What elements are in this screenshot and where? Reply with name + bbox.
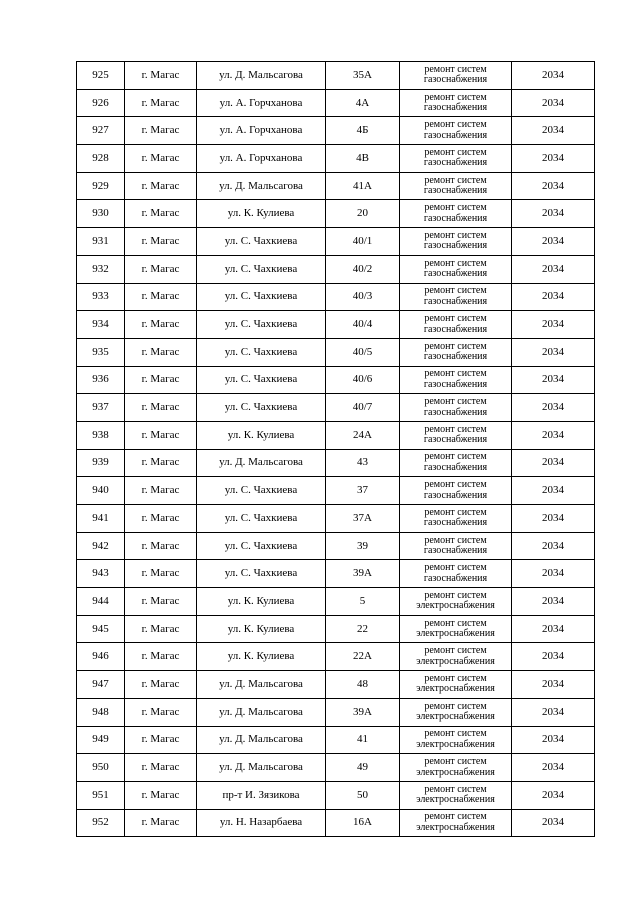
work-type-cell <box>400 560 512 588</box>
table-row <box>77 809 595 837</box>
house-number-cell: 22 <box>326 615 400 643</box>
row-number-cell: 947 <box>77 671 125 699</box>
work-type-line: ремонт систем <box>424 589 487 601</box>
house-number-cell: 43 <box>326 449 400 477</box>
work-type-line: ремонт систем <box>424 700 487 712</box>
table-row <box>77 62 595 90</box>
year-cell: 2034 <box>512 505 595 533</box>
work-type-line: газоснабжения <box>423 378 488 390</box>
year-cell: 2034 <box>512 615 595 643</box>
table-row <box>77 781 595 809</box>
table-row <box>77 145 595 173</box>
city-cell: г. Магас <box>125 781 197 809</box>
house-number-cell: 20 <box>326 200 400 228</box>
city-cell: г. Магас <box>125 283 197 311</box>
house-number-cell: 39А <box>326 698 400 726</box>
row-number-cell: 951 <box>77 781 125 809</box>
city-cell: г. Магас <box>125 172 197 200</box>
work-type-line: ремонт систем <box>424 229 487 241</box>
city-cell: г. Магас <box>125 477 197 505</box>
city-cell: г. Магас <box>125 532 197 560</box>
work-type-line: электроснабжения <box>416 738 495 750</box>
table-row <box>77 255 595 283</box>
year-cell: 2034 <box>512 781 595 809</box>
work-type-cell <box>400 449 512 477</box>
work-type-line: газоснабжения <box>423 434 488 446</box>
house-number-cell: 4В <box>326 145 400 173</box>
repair-schedule-table <box>76 61 595 837</box>
work-type-cell <box>400 200 512 228</box>
city-cell: г. Магас <box>125 449 197 477</box>
table-row <box>77 228 595 256</box>
table-row <box>77 200 595 228</box>
work-type-line: газоснабжения <box>423 351 488 363</box>
city-cell: г. Магас <box>125 311 197 339</box>
city-cell: г. Магас <box>125 726 197 754</box>
work-type-line: ремонт систем <box>424 285 487 297</box>
work-type-cell <box>400 615 512 643</box>
house-number-cell: 37А <box>326 505 400 533</box>
work-type-line: газоснабжения <box>423 212 488 224</box>
house-number-cell: 39 <box>326 532 400 560</box>
row-number-cell: 950 <box>77 754 125 782</box>
work-type-line: газоснабжения <box>423 74 488 86</box>
year-cell: 2034 <box>512 311 595 339</box>
table-row <box>77 421 595 449</box>
house-number-cell: 40/3 <box>326 283 400 311</box>
city-cell: г. Магас <box>125 200 197 228</box>
street-cell: ул. К. Кулиева <box>197 643 326 671</box>
street-cell: ул. Д. Мальсагова <box>197 698 326 726</box>
work-type-line: электроснабжения <box>416 766 495 778</box>
work-type-line: ремонт систем <box>424 617 487 629</box>
work-type-cell <box>400 117 512 145</box>
work-type-line: газоснабжения <box>423 406 488 418</box>
table-row <box>77 394 595 422</box>
city-cell: г. Магас <box>125 588 197 616</box>
city-cell: г. Магас <box>125 671 197 699</box>
year-cell: 2034 <box>512 89 595 117</box>
house-number-cell: 22А <box>326 643 400 671</box>
street-cell: ул. А. Горчханова <box>197 117 326 145</box>
table-row <box>77 615 595 643</box>
street-cell: ул. С. Чахкиева <box>197 366 326 394</box>
work-type-cell <box>400 477 512 505</box>
house-number-cell: 40/7 <box>326 394 400 422</box>
table-row <box>77 588 595 616</box>
street-cell: ул. Д. Мальсагова <box>197 449 326 477</box>
work-type-line: ремонт систем <box>424 340 487 352</box>
work-type-cell <box>400 671 512 699</box>
work-type-line: газоснабжения <box>423 517 488 529</box>
table-row <box>77 560 595 588</box>
table-row <box>77 117 595 145</box>
row-number-cell: 930 <box>77 200 125 228</box>
year-cell: 2034 <box>512 394 595 422</box>
year-cell: 2034 <box>512 532 595 560</box>
work-type-line: ремонт систем <box>424 396 487 408</box>
house-number-cell: 40/2 <box>326 255 400 283</box>
house-number-cell: 40/6 <box>326 366 400 394</box>
work-type-cell <box>400 588 512 616</box>
year-cell: 2034 <box>512 588 595 616</box>
work-type-line: ремонт систем <box>424 202 487 214</box>
house-number-cell: 24А <box>326 421 400 449</box>
street-cell: ул. Н. Назарбаева <box>197 809 326 837</box>
work-type-cell <box>400 311 512 339</box>
work-type-line: ремонт систем <box>424 91 487 103</box>
year-cell: 2034 <box>512 172 595 200</box>
work-type-line: газоснабжения <box>423 461 488 473</box>
city-cell: г. Магас <box>125 62 197 90</box>
work-type-line: электроснабжения <box>416 683 495 695</box>
work-type-line: ремонт систем <box>424 811 487 823</box>
work-type-cell <box>400 228 512 256</box>
work-type-cell <box>400 366 512 394</box>
year-cell: 2034 <box>512 338 595 366</box>
city-cell: г. Магас <box>125 89 197 117</box>
city-cell: г. Магас <box>125 643 197 671</box>
city-cell: г. Магас <box>125 421 197 449</box>
year-cell: 2034 <box>512 754 595 782</box>
house-number-cell: 4А <box>326 89 400 117</box>
street-cell: ул. Д. Мальсагова <box>197 754 326 782</box>
work-type-line: ремонт систем <box>424 368 487 380</box>
work-type-line: газоснабжения <box>423 240 488 252</box>
city-cell: г. Магас <box>125 809 197 837</box>
work-type-line: ремонт систем <box>424 534 487 546</box>
year-cell: 2034 <box>512 145 595 173</box>
work-type-line: газоснабжения <box>423 545 488 557</box>
street-cell: ул. А. Горчханова <box>197 89 326 117</box>
work-type-line: ремонт систем <box>424 423 487 435</box>
year-cell: 2034 <box>512 117 595 145</box>
work-type-cell <box>400 62 512 90</box>
table-row <box>77 754 595 782</box>
work-type-line: ремонт систем <box>424 672 487 684</box>
street-cell: ул. С. Чахкиева <box>197 505 326 533</box>
work-type-cell <box>400 172 512 200</box>
table-row <box>77 449 595 477</box>
street-cell: ул. С. Чахкиева <box>197 283 326 311</box>
year-cell: 2034 <box>512 726 595 754</box>
row-number-cell: 934 <box>77 311 125 339</box>
row-number-cell: 952 <box>77 809 125 837</box>
row-number-cell: 949 <box>77 726 125 754</box>
work-type-line: электроснабжения <box>416 600 495 612</box>
work-type-line: ремонт систем <box>424 479 487 491</box>
work-type-line: электроснабжения <box>416 628 495 640</box>
street-cell: ул. Д. Мальсагова <box>197 172 326 200</box>
work-type-cell <box>400 643 512 671</box>
street-cell: ул. С. Чахкиева <box>197 477 326 505</box>
row-number-cell: 925 <box>77 62 125 90</box>
work-type-line: газоснабжения <box>423 295 488 307</box>
city-cell: г. Магас <box>125 615 197 643</box>
city-cell: г. Магас <box>125 255 197 283</box>
house-number-cell: 39А <box>326 560 400 588</box>
work-type-line: газоснабжения <box>423 102 488 114</box>
work-type-cell <box>400 89 512 117</box>
table-row <box>77 532 595 560</box>
house-number-cell: 40/5 <box>326 338 400 366</box>
table-row <box>77 643 595 671</box>
row-number-cell: 939 <box>77 449 125 477</box>
city-cell: г. Магас <box>125 338 197 366</box>
work-type-cell <box>400 726 512 754</box>
work-type-cell <box>400 781 512 809</box>
row-number-cell: 940 <box>77 477 125 505</box>
year-cell: 2034 <box>512 449 595 477</box>
table-row <box>77 366 595 394</box>
street-cell: ул. С. Чахкиева <box>197 394 326 422</box>
work-type-line: электроснабжения <box>416 655 495 667</box>
row-number-cell: 948 <box>77 698 125 726</box>
work-type-line: газоснабжения <box>423 268 488 280</box>
city-cell: г. Магас <box>125 394 197 422</box>
year-cell: 2034 <box>512 698 595 726</box>
work-type-line: газоснабжения <box>423 129 488 141</box>
city-cell: г. Магас <box>125 560 197 588</box>
street-cell: ул. С. Чахкиева <box>197 311 326 339</box>
house-number-cell: 5 <box>326 588 400 616</box>
year-cell: 2034 <box>512 200 595 228</box>
year-cell: 2034 <box>512 560 595 588</box>
house-number-cell: 37 <box>326 477 400 505</box>
row-number-cell: 941 <box>77 505 125 533</box>
table-row <box>77 283 595 311</box>
work-type-line: ремонт систем <box>424 451 487 463</box>
house-number-cell: 49 <box>326 754 400 782</box>
year-cell: 2034 <box>512 477 595 505</box>
work-type-line: электроснабжения <box>416 794 495 806</box>
work-type-line: газоснабжения <box>423 323 488 335</box>
street-cell: ул. С. Чахкиева <box>197 338 326 366</box>
street-cell: ул. С. Чахкиева <box>197 532 326 560</box>
work-type-cell <box>400 809 512 837</box>
street-cell: ул. К. Кулиева <box>197 421 326 449</box>
work-type-line: газоснабжения <box>423 185 488 197</box>
street-cell: пр-т И. Зязикова <box>197 781 326 809</box>
work-type-line: ремонт систем <box>424 645 487 657</box>
year-cell: 2034 <box>512 228 595 256</box>
row-number-cell: 937 <box>77 394 125 422</box>
row-number-cell: 929 <box>77 172 125 200</box>
work-type-cell <box>400 421 512 449</box>
city-cell: г. Магас <box>125 505 197 533</box>
work-type-line: ремонт систем <box>424 63 487 75</box>
row-number-cell: 935 <box>77 338 125 366</box>
row-number-cell: 933 <box>77 283 125 311</box>
work-type-line: ремонт систем <box>424 756 487 768</box>
city-cell: г. Магас <box>125 228 197 256</box>
work-type-line: электроснабжения <box>416 821 495 833</box>
row-number-cell: 926 <box>77 89 125 117</box>
house-number-cell: 48 <box>326 671 400 699</box>
row-number-cell: 936 <box>77 366 125 394</box>
work-type-line: газоснабжения <box>423 157 488 169</box>
house-number-cell: 50 <box>326 781 400 809</box>
work-type-cell <box>400 532 512 560</box>
work-type-line: ремонт систем <box>424 257 487 269</box>
row-number-cell: 942 <box>77 532 125 560</box>
table-body <box>77 62 595 837</box>
table-row <box>77 89 595 117</box>
row-number-cell: 943 <box>77 560 125 588</box>
city-cell: г. Магас <box>125 698 197 726</box>
work-type-cell <box>400 394 512 422</box>
year-cell: 2034 <box>512 62 595 90</box>
house-number-cell: 40/1 <box>326 228 400 256</box>
row-number-cell: 944 <box>77 588 125 616</box>
work-type-cell <box>400 145 512 173</box>
work-type-line: газоснабжения <box>423 489 488 501</box>
table-row <box>77 726 595 754</box>
row-number-cell: 938 <box>77 421 125 449</box>
street-cell: ул. Д. Мальсагова <box>197 62 326 90</box>
house-number-cell: 4Б <box>326 117 400 145</box>
year-cell: 2034 <box>512 283 595 311</box>
row-number-cell: 932 <box>77 255 125 283</box>
year-cell: 2034 <box>512 421 595 449</box>
work-type-line: электроснабжения <box>416 711 495 723</box>
work-type-line: газоснабжения <box>423 572 488 584</box>
table-row <box>77 311 595 339</box>
street-cell: ул. А. Горчханова <box>197 145 326 173</box>
work-type-line: ремонт систем <box>424 562 487 574</box>
row-number-cell: 945 <box>77 615 125 643</box>
table-row <box>77 698 595 726</box>
work-type-cell <box>400 754 512 782</box>
street-cell: ул. К. Кулиева <box>197 200 326 228</box>
work-type-cell <box>400 255 512 283</box>
work-type-cell <box>400 283 512 311</box>
city-cell: г. Магас <box>125 145 197 173</box>
street-cell: ул. Д. Мальсагова <box>197 671 326 699</box>
work-type-cell <box>400 505 512 533</box>
city-cell: г. Магас <box>125 366 197 394</box>
street-cell: ул. С. Чахкиева <box>197 560 326 588</box>
table-row <box>77 172 595 200</box>
street-cell: ул. К. Кулиева <box>197 588 326 616</box>
work-type-line: ремонт систем <box>424 728 487 740</box>
house-number-cell: 40/4 <box>326 311 400 339</box>
year-cell: 2034 <box>512 643 595 671</box>
row-number-cell: 931 <box>77 228 125 256</box>
table-row <box>77 477 595 505</box>
work-type-cell <box>400 698 512 726</box>
row-number-cell: 928 <box>77 145 125 173</box>
street-cell: ул. К. Кулиева <box>197 615 326 643</box>
table-row <box>77 338 595 366</box>
work-type-line: ремонт систем <box>424 506 487 518</box>
work-type-line: ремонт систем <box>424 174 487 186</box>
city-cell: г. Магас <box>125 117 197 145</box>
year-cell: 2034 <box>512 255 595 283</box>
street-cell: ул. Д. Мальсагова <box>197 726 326 754</box>
year-cell: 2034 <box>512 809 595 837</box>
work-type-line: ремонт систем <box>424 119 487 131</box>
year-cell: 2034 <box>512 366 595 394</box>
table-row <box>77 671 595 699</box>
row-number-cell: 946 <box>77 643 125 671</box>
city-cell: г. Магас <box>125 754 197 782</box>
year-cell: 2034 <box>512 671 595 699</box>
house-number-cell: 41 <box>326 726 400 754</box>
house-number-cell: 35А <box>326 62 400 90</box>
work-type-cell <box>400 338 512 366</box>
work-type-line: ремонт систем <box>424 783 487 795</box>
row-number-cell: 927 <box>77 117 125 145</box>
work-type-line: ремонт систем <box>424 313 487 325</box>
street-cell: ул. С. Чахкиева <box>197 228 326 256</box>
work-type-line: ремонт систем <box>424 146 487 158</box>
table-row <box>77 505 595 533</box>
house-number-cell: 16А <box>326 809 400 837</box>
street-cell: ул. С. Чахкиева <box>197 255 326 283</box>
house-number-cell: 41А <box>326 172 400 200</box>
